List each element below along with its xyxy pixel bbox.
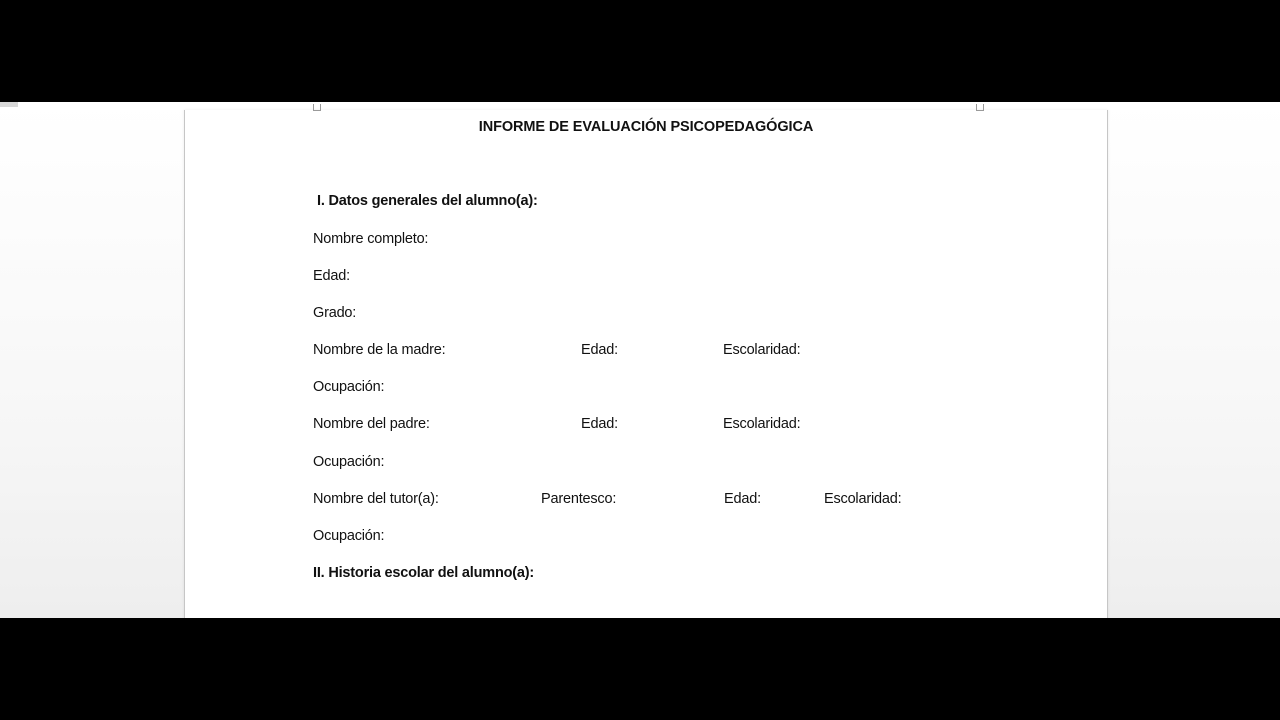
field-nombre-madre[interactable]: Nombre de la madre: bbox=[313, 342, 446, 358]
field-parentesco-tutor[interactable]: Parentesco: bbox=[541, 491, 617, 507]
letterbox-bottom bbox=[0, 618, 1280, 720]
field-ocupacion-tutor[interactable]: Ocupación: bbox=[313, 528, 385, 544]
margin-corner-right-icon bbox=[976, 104, 984, 111]
field-ocupacion-madre[interactable]: Ocupación: bbox=[313, 379, 385, 395]
field-escolaridad-madre[interactable]: Escolaridad: bbox=[723, 342, 801, 358]
field-nombre-tutor[interactable]: Nombre del tutor(a): bbox=[313, 491, 439, 507]
field-nombre-completo[interactable]: Nombre completo: bbox=[313, 231, 429, 247]
field-escolaridad-tutor[interactable]: Escolaridad: bbox=[824, 491, 902, 507]
field-grado[interactable]: Grado: bbox=[313, 305, 357, 321]
field-edad[interactable]: Edad: bbox=[313, 268, 350, 284]
field-edad-padre[interactable]: Edad: bbox=[581, 416, 618, 432]
field-edad-madre[interactable]: Edad: bbox=[581, 342, 618, 358]
field-ocupacion-padre[interactable]: Ocupación: bbox=[313, 454, 385, 470]
section-heading-datos-generales[interactable]: I. Datos generales del alumno(a): bbox=[317, 193, 538, 209]
letterbox-top bbox=[0, 0, 1280, 102]
document-workspace[interactable] bbox=[0, 102, 1280, 618]
field-escolaridad-padre[interactable]: Escolaridad: bbox=[723, 416, 801, 432]
section-heading-historia-escolar[interactable]: II. Historia escolar del alumno(a): bbox=[313, 565, 535, 581]
field-edad-tutor[interactable]: Edad: bbox=[724, 491, 761, 507]
margin-corner-left-icon bbox=[313, 104, 321, 111]
ruler-marker bbox=[0, 102, 18, 107]
document-title[interactable]: INFORME DE EVALUACIÓN PSICOPEDAGÓGICA bbox=[478, 119, 814, 135]
field-nombre-padre[interactable]: Nombre del padre: bbox=[313, 416, 430, 432]
document-page[interactable] bbox=[184, 110, 1108, 618]
